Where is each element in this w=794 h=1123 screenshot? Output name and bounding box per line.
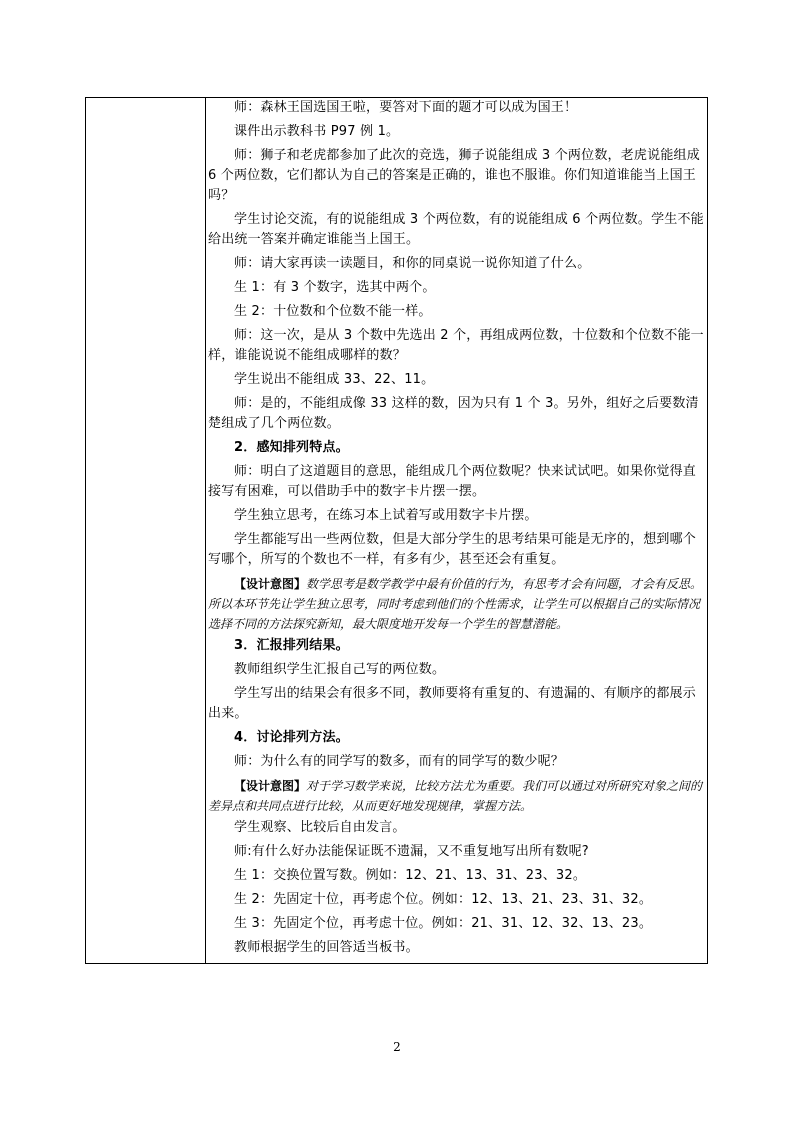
design-intent-note [208, 776, 704, 816]
paragraph: 学生独立思考，在练习本上试着写或用数字卡片摆。 [234, 508, 538, 523]
paragraph: 学生讨论交流，有的说能组成 3 个两位数，有的说能组成 6 个两位数。学生不能给出统一答案并确定谁能当上国王。 [208, 212, 704, 247]
section-heading: 3．汇报排列结果。 [234, 638, 349, 653]
design-intent-text: 数学思考是数学教学中最有价值的行为，有思考才会有问题，才会有反思。所以本环节先让学生独立思考，同时考虑到他们的个性需求，让学生可以根据自己的实际情况选择不同的方法探究新知，最大限度地开发每一个学生的智慧潜能。 [208, 577, 703, 631]
paragraph: 学生观察、比较后自由发言。 [234, 820, 406, 835]
paragraph: 师：为什么有的同学写的数多，而有的同学写的数少呢？ [234, 754, 565, 769]
design-intent-tag: 【设计意图】 [234, 577, 307, 591]
paragraph: 师：狮子和老虎都参加了此次的竞选，狮子说能组成 3 个两位数，老虎说能组成 6 个两位数，它们都认为自己的答案是正确的，谁也不服谁。你们知道谁能当上国王吗？ [208, 148, 700, 203]
paragraph: 课件出示教科书 P97 例 1。 [234, 124, 400, 139]
paragraph: 教师根据学生的回答适当板书。 [234, 940, 419, 955]
paragraph: 生 1：交换位置写数。例如：12、21、13、31、23、32。 [234, 868, 587, 883]
paragraph: 师:有什么好办法能保证既不遗漏，又不重复地写出所有数呢? [234, 844, 589, 859]
section-heading: 2．感知排列特点。 [234, 440, 349, 455]
section-heading: 4．讨论排列方法。 [234, 730, 349, 745]
paragraph: 生 3：先固定个位，再考虑十位。例如：21、31、12、32、13、23。 [234, 916, 653, 931]
lesson-table [85, 97, 708, 964]
design-intent-text: 对于学习数学来说，比较方法尤为重要。我们可以通过对所研究对象之间的差异点和共同点进行比较，从而更好地发现规律，掌握方法。 [208, 779, 703, 813]
paragraph: 师：明白了这道题目的意思，能组成几个两位数呢？快来试试吧。如果你觉得直接写有困难，可以借助手中的数字卡片摆一摆。 [208, 464, 697, 499]
table-left-column [86, 98, 206, 963]
paragraph: 教师组织学生汇报自己写的两位数。 [234, 662, 446, 677]
design-intent-note [208, 574, 704, 634]
paragraph: 生 1：有 3 个数字，选其中两个。 [234, 280, 436, 295]
paragraph: 师：请大家再读一读题目，和你的同桌说一说你知道了什么。 [234, 256, 591, 271]
paragraph: 学生都能写出一些两位数，但是大部分学生的思考结果可能是无序的，想到哪个写哪个，所写的个数也不一样，有多有少，甚至还会有重复。 [208, 532, 697, 567]
paragraph: 学生写出的结果会有很多不同，教师要将有重复的、有遗漏的、有顺序的都展示出来。 [208, 686, 697, 721]
paragraph: 生 2：十位数和个位数不能一样。 [234, 304, 432, 319]
page-number: 2 [393, 1040, 401, 1054]
paragraph: 师：是的，不能组成像 33 这样的数，因为只有 1 个 3。另外，组好之后要数清楚组成了几个两位数。 [208, 396, 699, 431]
paragraph: 师：森林王国选国王啦，要答对下面的题才可以成为国王！ [234, 100, 578, 115]
paragraph: 师：这一次，是从 3 个数中先选出 2 个，再组成两位数，十位数和个位数不能一样，谁能说说不能组成哪样的数？ [208, 328, 704, 363]
design-intent-tag: 【设计意图】 [234, 779, 307, 793]
paragraph: 生 2：先固定十位，再考虑个位。例如：12、13、21、23、31、32。 [234, 892, 653, 907]
paragraph: 学生说出不能组成 33、22、11。 [234, 372, 435, 387]
table-content-cell [208, 98, 704, 962]
